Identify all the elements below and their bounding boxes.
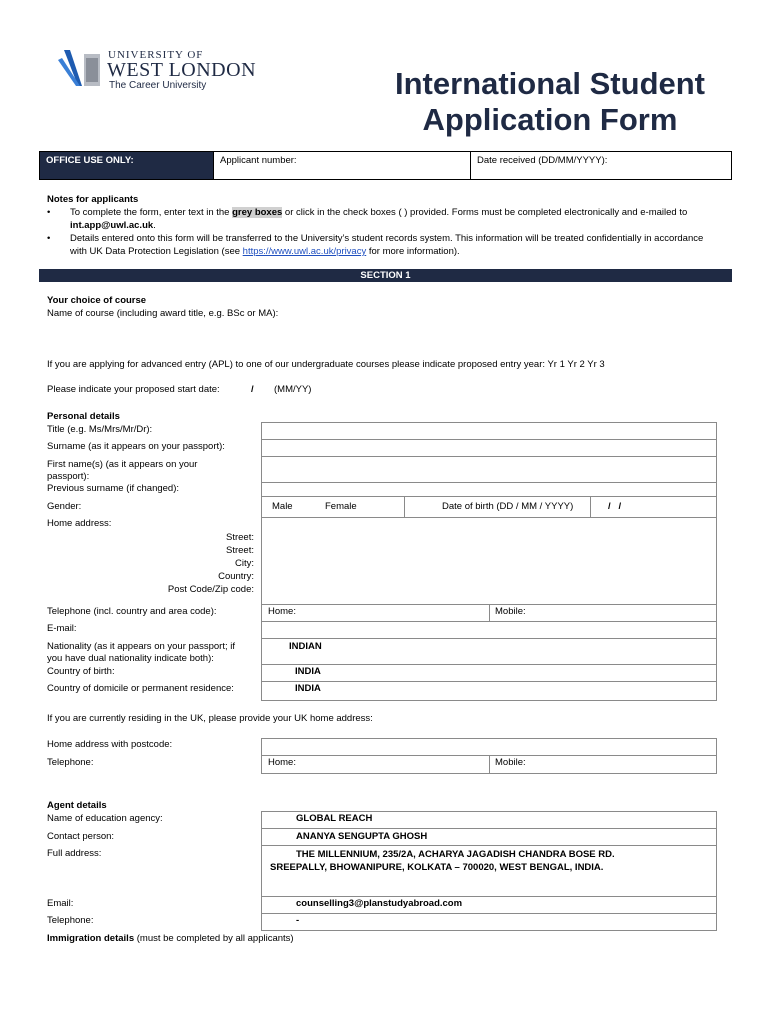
domicile-input[interactable]: INDIA xyxy=(295,683,321,694)
uk-address-label: Home address with postcode: xyxy=(47,739,173,750)
agent-telephone-label: Telephone: xyxy=(47,915,94,926)
note1-text-a: To complete the form, enter text in the xyxy=(70,207,233,218)
prev-surname-input[interactable] xyxy=(262,483,716,496)
divider xyxy=(261,896,717,897)
agent-telephone-input[interactable]: - xyxy=(296,915,300,926)
divider xyxy=(590,497,591,518)
date-received-label: Date received (DD/MM/YYYY): xyxy=(477,155,608,166)
title-line1: International Student xyxy=(395,66,705,101)
divider xyxy=(489,605,490,621)
email-input[interactable] xyxy=(262,622,716,638)
contact-label: Contact person: xyxy=(47,831,115,842)
email-label: E-mail: xyxy=(47,623,77,634)
immigration-heading: Immigration details xyxy=(47,933,135,944)
dob-label: Date of birth (DD / MM / YYYY) xyxy=(442,501,574,512)
logo-emblem-icon xyxy=(56,46,104,90)
birth-country-label: Country of birth: xyxy=(47,666,115,677)
title-line2: Application Form xyxy=(422,102,678,137)
office-use-row xyxy=(39,151,732,180)
page-title xyxy=(380,66,720,138)
immigration-heading-line xyxy=(47,933,294,944)
nationality-label-2: you have dual nationality indicate both): xyxy=(47,653,214,664)
agency-input[interactable]: GLOBAL REACH xyxy=(296,813,373,824)
firstname-label-1: First name(s) (as it appears on your xyxy=(47,459,198,470)
mobile-phone-input[interactable] xyxy=(495,606,715,620)
note2-text-b: for more information). xyxy=(366,246,460,257)
title-label: Title (e.g. Ms/Mrs/Mr/Dr): xyxy=(47,424,153,435)
gender-label: Gender: xyxy=(47,501,82,512)
nationality-input[interactable]: INDIAN xyxy=(289,641,322,652)
home-address-input[interactable] xyxy=(261,517,717,605)
postcode-label: Post Code/Zip code: xyxy=(167,584,254,595)
divider xyxy=(261,496,717,497)
privacy-link[interactable]: https://www.uwl.ac.uk/privacy xyxy=(242,246,367,257)
agent-email-input[interactable]: counselling3@planstudyabroad.com xyxy=(296,898,463,909)
logo-line1: UNIVERSITY OF xyxy=(108,49,204,61)
telephone-label: Telephone (incl. country and area code): xyxy=(47,606,217,617)
start-date-label: Please indicate your proposed start date: xyxy=(47,384,220,395)
agent-address-line2: SREEPALLY, BHOWANIPURE, KOLKATA – 700020, WEST BENGAL, INDIA. xyxy=(270,862,604,873)
uk-telephone-label: Telephone: xyxy=(47,757,94,768)
uk-home-phone-label: Home: xyxy=(268,757,296,768)
uk-address-input[interactable] xyxy=(262,739,716,755)
uk-mobile-phone-label: Mobile: xyxy=(495,757,526,768)
applicant-number-field[interactable] xyxy=(213,152,470,179)
domicile-label: Country of domicile or permanent residence: xyxy=(47,683,234,694)
agent-address-input[interactable] xyxy=(270,848,615,874)
applicant-number-label: Applicant number: xyxy=(220,155,297,166)
firstname-input[interactable] xyxy=(262,457,716,482)
uk-home-phone-input[interactable] xyxy=(268,757,488,771)
course-name-input[interactable] xyxy=(47,322,717,352)
notes-for-applicants xyxy=(47,193,717,258)
divider xyxy=(261,845,717,846)
gender-male-option[interactable] xyxy=(272,501,293,512)
divider xyxy=(489,756,490,773)
course-heading: Your choice of course xyxy=(47,295,147,306)
street1-label: Street: xyxy=(226,532,254,543)
note1-text-c: . xyxy=(153,220,156,231)
office-use-label: OFFICE USE ONLY: xyxy=(40,152,213,179)
nationality-label-1: Nationality (as it appears on your passport; if xyxy=(47,641,235,652)
firstname-label-2: passport): xyxy=(47,471,90,482)
contact-input[interactable]: ANANYA SENGUPTA GHOSH xyxy=(296,831,428,842)
divider xyxy=(261,828,717,829)
section-1-header: SECTION 1 xyxy=(39,269,732,282)
start-date-format: (MM/YY) xyxy=(274,384,312,395)
course-name-label: Name of course (including award title, e.g. BSc or MA): xyxy=(47,308,279,319)
city-label: City: xyxy=(235,558,254,569)
home-phone-label: Home: xyxy=(268,606,296,617)
divider xyxy=(261,664,717,665)
submission-email: int.app@uwl.ac.uk xyxy=(70,220,154,231)
prev-surname-label: Previous surname (if changed): xyxy=(47,483,180,494)
agent-email-label: Email: xyxy=(47,898,74,909)
agent-heading: Agent details xyxy=(47,800,107,811)
female-label: Female xyxy=(325,501,357,512)
logo-tagline: The Career University xyxy=(109,80,207,91)
logo-line2: WEST LONDON xyxy=(107,59,257,81)
uk-intro: If you are currently residing in the UK, please provide your UK home address: xyxy=(47,713,373,724)
country-label: Country: xyxy=(218,571,254,582)
start-date-input[interactable] xyxy=(251,384,254,395)
uk-mobile-phone-input[interactable] xyxy=(495,757,715,771)
surname-input[interactable] xyxy=(262,440,716,456)
dob-input[interactable]: / / xyxy=(608,501,622,512)
address-field-labels xyxy=(100,531,254,596)
firstname-label xyxy=(47,459,197,483)
note-bullet-2 xyxy=(47,232,717,258)
birth-country-input[interactable]: INDIA xyxy=(295,666,321,677)
divider xyxy=(261,681,717,682)
immigration-note: (must be completed by all applicants) xyxy=(134,933,294,944)
divider xyxy=(261,913,717,914)
note-bullet-1 xyxy=(47,206,717,232)
home-address-label: Home address: xyxy=(47,518,112,529)
gender-female-option[interactable] xyxy=(325,501,357,512)
date-received-field[interactable] xyxy=(470,152,731,179)
agent-address-line1: THE MILLENNIUM, 235/2A, ACHARYA JAGADISH CHANDRA BOSE RD. xyxy=(296,849,615,860)
personal-heading: Personal details xyxy=(47,411,120,422)
nationality-label xyxy=(47,641,235,665)
note1-text-b: or click in the check boxes ( ) provided. Forms must be completed electronically and e-mailed to xyxy=(282,207,688,218)
apl-text: If you are applying for advanced entry (APL) to one of our undergraduate courses please indicate proposed entry year: Yr 1 Yr 2 Yr 3 xyxy=(47,359,605,370)
street2-label: Street: xyxy=(226,545,254,556)
surname-label: Surname (as it appears on your passport): xyxy=(47,441,225,452)
agency-label: Name of education agency: xyxy=(47,813,163,824)
home-phone-input[interactable] xyxy=(268,606,488,620)
divider xyxy=(261,638,717,639)
note2-text-a: Details entered onto this form will be transferred to the University’s student records system. This information will be treated confidentially in accordance with UK Data Protection Legislation (see xyxy=(70,233,704,257)
agent-address-label: Full address: xyxy=(47,848,102,859)
grey-boxes-text: grey boxes xyxy=(232,207,283,218)
divider xyxy=(404,497,405,518)
mobile-phone-label: Mobile: xyxy=(495,606,526,617)
male-label: Male xyxy=(272,501,293,512)
title-input[interactable] xyxy=(262,423,716,439)
notes-heading: Notes for applicants xyxy=(47,194,139,205)
start-date-slash: / xyxy=(251,384,254,395)
